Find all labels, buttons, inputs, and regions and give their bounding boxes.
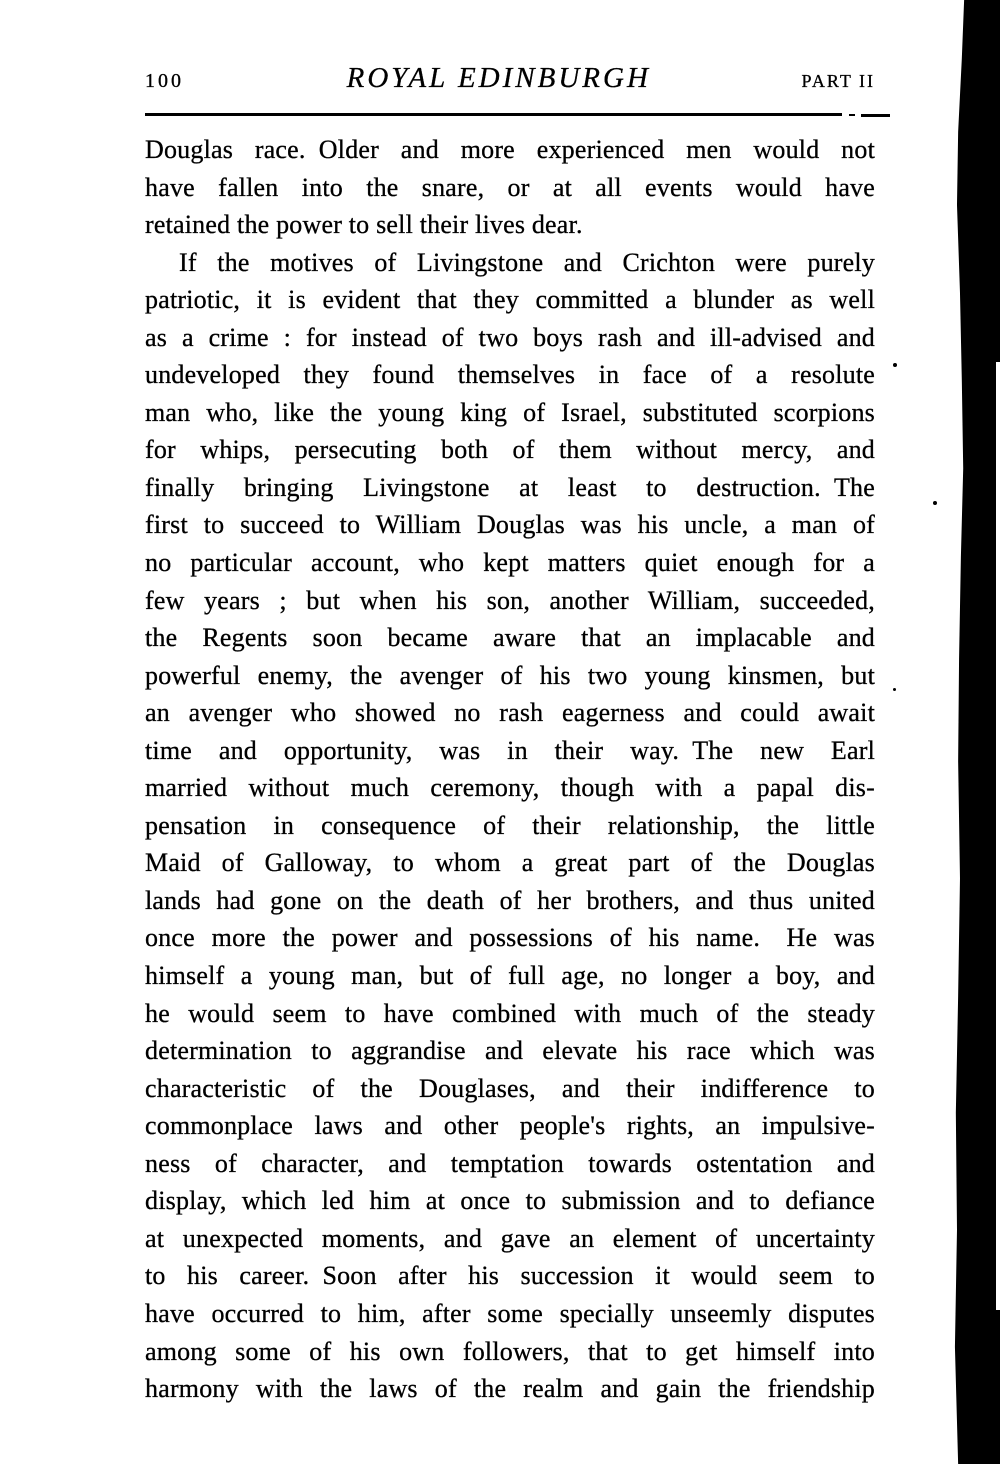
text-line: no particular account, who kept matters quiet enough for a [145,548,875,578]
text-line: himself a young man, but of full age, no longer a boy, and [145,961,875,991]
text-line: pensation in consequence of their relationship, the little [145,810,875,840]
text-line: retained the power to sell their lives dear. [145,210,583,240]
text-line: harmony with the laws of the realm and gain the friendship [145,1374,875,1404]
running-title: ROYAL EDINBURGH [346,62,651,94]
text-line: powerful enemy, the avenger of his two young kinsmen, but [145,660,875,690]
header-rule-dot [849,114,855,116]
text-line: once more the power and possessions of his name. He was [145,923,875,953]
header-rule [145,113,842,116]
text-line: determination to aggrandise and elevate his race which was [145,1036,875,1066]
text-line: he would seem to have combined with much of the steady [145,998,875,1028]
scan-gutter-edge [996,362,1000,1310]
scan-speck [933,501,937,505]
text-line: an avenger who showed no rash eagerness and could await [145,698,875,728]
text-line: characteristic of the Douglases, and their indifference to [145,1073,875,1103]
text-line: for whips, persecuting both of them without mercy, and [145,435,875,465]
header-rule-dash [861,114,890,117]
text-line: first to succeed to William Douglas was his uncle, a man of [145,510,875,540]
text-line: among some of his own followers, that to get himself into [145,1336,875,1366]
text-line: patriotic, it is evident that they committed a blunder as well [145,285,875,315]
text-line: Maid of Galloway, to whom a great part of the Douglas [145,848,875,878]
text-line: to his career. Soon after his succession it would seem to [145,1261,875,1291]
part-label: PART II [801,71,875,91]
text-line: have occurred to him, after some specially unseemly disputes [145,1298,875,1328]
text-line: man who, like the young king of Israel, substituted scorpions [145,397,875,427]
text-line: at unexpected moments, and gave an element of uncertainty [145,1223,875,1253]
text-line: ness of character, and temptation towards ostentation and [145,1148,875,1178]
text-line: the Regents soon became aware that an implacable and [145,623,875,653]
text-line: have fallen into the snare, or at all events would have [145,172,875,202]
page-header [145,62,875,100]
text-line: display, which led him at once to submission and to defiance [145,1186,875,1216]
scan-speck [893,363,897,367]
page-number: 100 [145,70,184,92]
scan-speck [893,688,896,691]
body-text [145,131,875,1408]
text-line: as a crime : for instead of two boys rash and ill-advised and [145,322,875,352]
text-line: few years ; but when his son, another William, succeeded, [145,585,875,615]
scan-gutter-shadow [954,0,1000,1464]
text-line: married without much ceremony, though with a papal dis- [145,773,875,803]
text-line: Douglas race. Older and more experienced men would not [145,135,875,164]
text-line: undeveloped they found themselves in face of a resolute [145,360,875,390]
text-line: lands had gone on the death of her brothers, and thus united [145,885,875,915]
text-line: commonplace laws and other people's rights, an impulsive- [145,1111,875,1141]
text-line: time and opportunity, was in their way. The new Earl [145,735,875,765]
text-line: If the motives of Livingstone and Crichton were purely [179,247,875,277]
text-line: finally bringing Livingstone at least to destruction. The [145,472,875,502]
